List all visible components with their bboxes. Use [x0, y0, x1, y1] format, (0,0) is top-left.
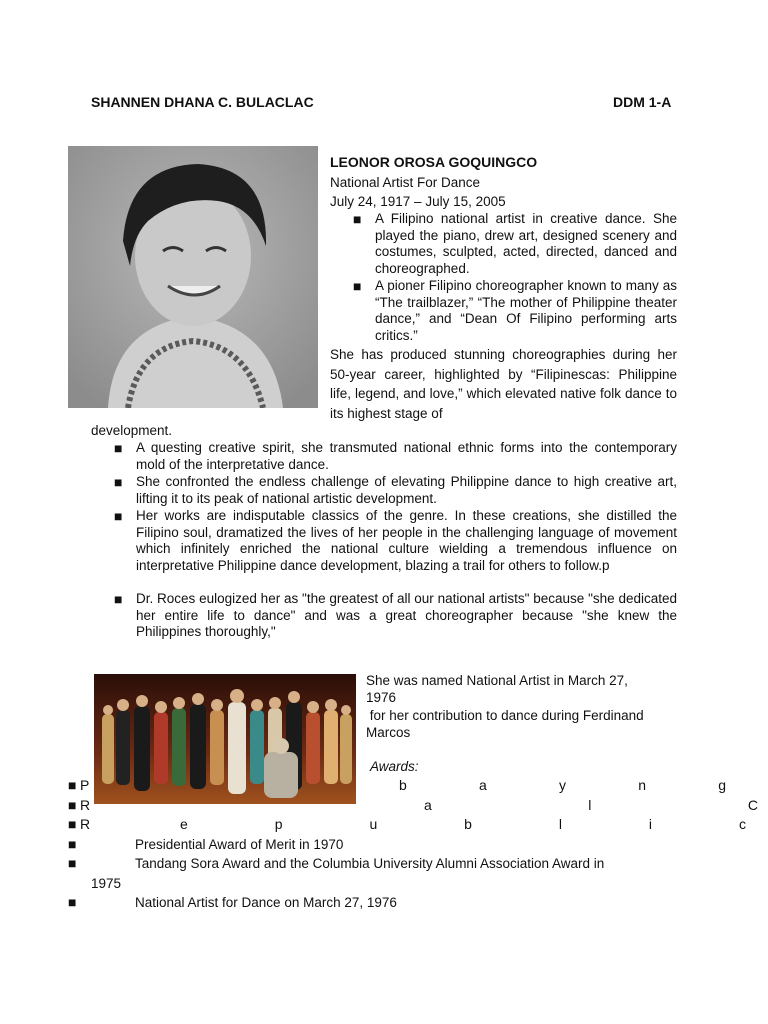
- bullet-square-icon: ■: [114, 591, 123, 607]
- bullet-square-icon: ■: [114, 508, 123, 524]
- national-artist-line-1: She was named National Artist in March 27,: [366, 673, 628, 688]
- bullet-square-icon: ■: [114, 474, 123, 490]
- bullet-square-icon: ■: [68, 836, 77, 852]
- top-bullet-2: ■ A pioner Filipino choreographer known to many as “The trailblazer,” “The mother of Philippine theater dance,” and “Dean Of Filipino performing arts critics.”: [353, 278, 677, 343]
- bullet-square-icon: ■: [353, 211, 362, 227]
- award-spread-row-2: ■ R a l C: [68, 797, 758, 813]
- bullet-square-icon: ■: [68, 777, 77, 793]
- bullet-square-icon: ■: [114, 440, 123, 456]
- award-item-2: Tandang Sora Award and the Columbia University Alumni Association Award in: [135, 856, 605, 871]
- award-item-3: National Artist for Dance on March 27, 1976: [135, 895, 397, 910]
- main-bullet-4: ■ Dr. Roces eulogized her as "the greatest of all our national artists" because "she dedicated her entire life to dance" and was a great choreographer because "she knew the Philippines thoroughly,": [114, 591, 677, 639]
- class-section: DDM 1-A: [613, 94, 672, 110]
- top-bullet-1: ■ A Filipino national artist in creative dance. She played the piano, drew art, designed scenery and costumes, sculpted, acted, directed, danced and choreographed.: [353, 211, 677, 276]
- national-artist-line-2: 1976: [366, 690, 397, 705]
- bullet-square-icon: ■: [353, 278, 362, 294]
- award-item-2-continuation: 1975: [91, 876, 122, 891]
- award-spread-row-3: ■ R e p u b l i c: [68, 816, 746, 832]
- paragraph-continuation: development.: [91, 423, 173, 438]
- awards-label: Awards:: [370, 759, 419, 774]
- main-bullet-1: ■ A questing creative spirit, she transmuted national ethnic forms into the contemporary mold of the interpretative dance.: [114, 440, 677, 472]
- national-artist-line-3: for her contribution to dance during Ferdinand: [366, 708, 644, 723]
- national-artist-line-4: Marcos: [366, 725, 411, 740]
- author-name: SHANNEN DHANA C. BULACLAC: [91, 94, 314, 110]
- subject-dates: July 24, 1917 – July 15, 2005: [330, 194, 506, 209]
- award-item-1: Presidential Award of Merit in 1970: [135, 837, 344, 852]
- bullet-square-icon: ■: [68, 894, 77, 910]
- subject-name: LEONOR OROSA GOQUINGCO: [330, 154, 538, 170]
- subject-title: National Artist For Dance: [330, 175, 481, 190]
- bullet-square-icon: ■: [68, 797, 77, 813]
- award-spread-row-1: ■ P b a y n g: [68, 777, 726, 793]
- career-paragraph: She has produced stunning choreographies during her 50-year career, highlighted by “Filipinescas: Philippine life, legend, and love,” which elevated native folk dance to its highest stage of: [330, 347, 677, 421]
- bullet-square-icon: ■: [68, 816, 77, 832]
- bullet-square-icon: ■: [68, 855, 77, 871]
- main-bullet-3: ■ Her works are indisputable classics of the genre. In these creations, she distilled the Filipino soul, dramatized the lives of her people in the challenging language of movement which infinitely enriched the national culture wielding a tremendous influence on interpretative Philippine dance development, blazing a trail for others to follow.p: [114, 508, 677, 573]
- portrait-photo: [68, 146, 318, 408]
- main-bullet-2: ■ She confronted the endless challenge of elevating Philippine dance to high creative art, lifting it to its peak of national artistic development.: [114, 474, 677, 506]
